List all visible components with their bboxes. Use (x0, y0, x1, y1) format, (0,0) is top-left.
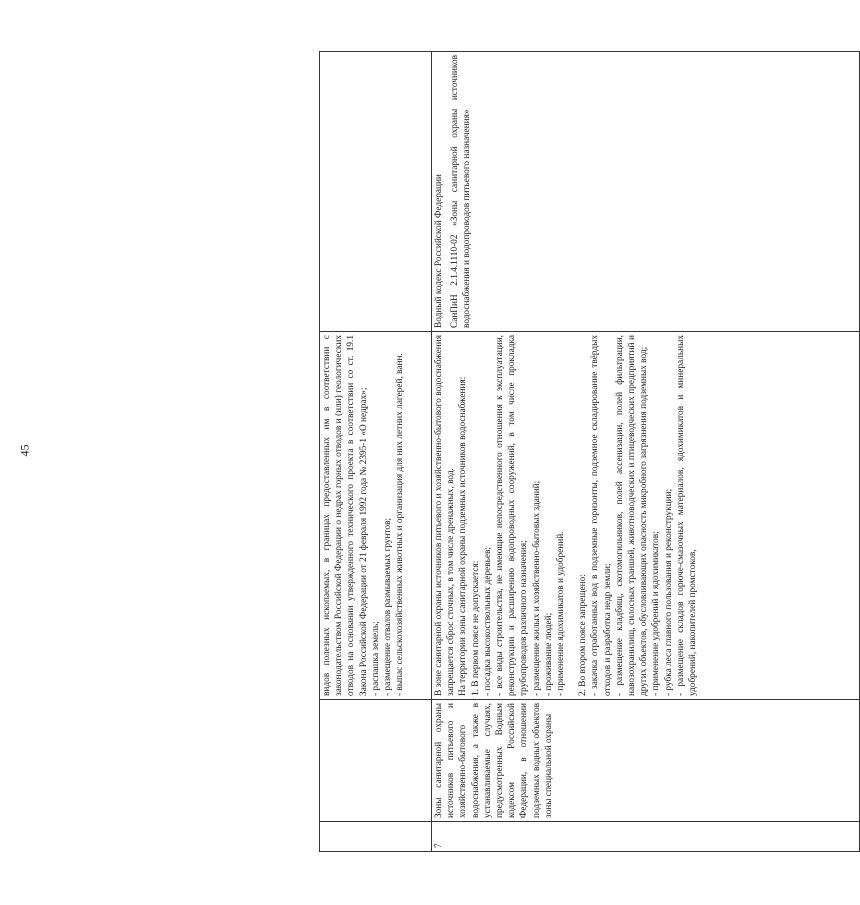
text-line: - проживание людей; (543, 612, 554, 696)
text-line: 2. Во втором поясе запрещено: (578, 574, 589, 696)
text-line: - применение удобрений и ядохимикатов; (651, 531, 662, 696)
paragraph-gap (567, 335, 577, 696)
text-line: - рубка леса главного пользования и реконструкции; (663, 488, 674, 696)
num-cell: 7 (432, 822, 860, 852)
restrictions-cell (432, 332, 860, 700)
num-cell (320, 822, 432, 852)
text-line: - размещение жилых и хозяйственно-бытовых зданий; (531, 480, 542, 696)
text-line: - применение ядохимикатов и удобрений. (556, 531, 567, 696)
text-line: - размещение отвалов размываемых грунтов; (383, 517, 394, 696)
text-line: На территории зоны санитарной охраны подземных источников водоснабжения: (458, 376, 469, 696)
table-row (432, 52, 860, 852)
text-line: - распашка земель; (370, 621, 381, 696)
page-number: 45 (17, 444, 32, 457)
law-cell (320, 52, 432, 332)
text-line: - размещение складов горюче-смазочных материалов, ядохимикатов и минеральных удобрений, накопителей промстоков, (675, 335, 699, 696)
rotated-page-table (319, 52, 859, 852)
subject-cell: Зоны санитарной охраны источников питьевого и хозяйственно-бытового водоснабжения, а также в устанавливаемые случаях, предусмотренных Водным кодексом Российской Федерации, в отношении подземных водных объектов зоны специальной охраны (432, 700, 860, 822)
regulation-table (319, 51, 860, 852)
restrictions-cell (320, 332, 432, 700)
law-reference: Водный кодекс Российской Федерации (434, 174, 444, 328)
text-line: 1. В первом поясе не допускается: (470, 560, 481, 696)
law-cell (432, 52, 860, 332)
text-line: - все виды строительства, не имеющие непосредственного отношения к эксплуатации, реконструкции и расширению водопроводных сооружений, в том числе прокладка трубопроводов различного назначения; (495, 335, 530, 696)
text-line: В зоне санитарной охраны источников питьевого и хозяйственно-бытового водоснабжения запрещается сброс сточных, в том числе дренажных, вод. (434, 335, 457, 696)
text-line: - выпас сельскохозяйственных животных и организация для них летних лагерей, ванн. (395, 353, 406, 696)
law-reference: СанПиН 2.1.4.1110-02 «Зоны санитарной охраны источников водоснабжения и водопроводов питьевого назначения» (450, 55, 473, 328)
text-line: - посадка высокоствольных деревьев; (482, 546, 493, 696)
subject-cell (320, 700, 432, 822)
text-line: - закачка отработанных вод в подземные горизонты, подземное складирование твёрдых отходов и разработка недр земли; (590, 335, 613, 696)
text-line: - размещение кладбищ, скотомогильников, полей ассенизации, полей фильтрации, навозохранилищ, силосных траншей, животноводческих и птицеводческих предприятий и других объектов, обусловливающих опасность микробного загрязнения подземных вод; (614, 335, 650, 696)
table-row (320, 52, 432, 852)
text-line: видов полезных ископаемых, в границах предоставленных им в соответствии с законодательством Российской Федерации о недрах горных отводов и (или) геологических отводов на основании утвержденного технического проекта в соответствии со ст. 19.1 Закона Российской Федерации от 21 февраля 1992 года № 2395-1 «О недрах»; (322, 335, 369, 696)
